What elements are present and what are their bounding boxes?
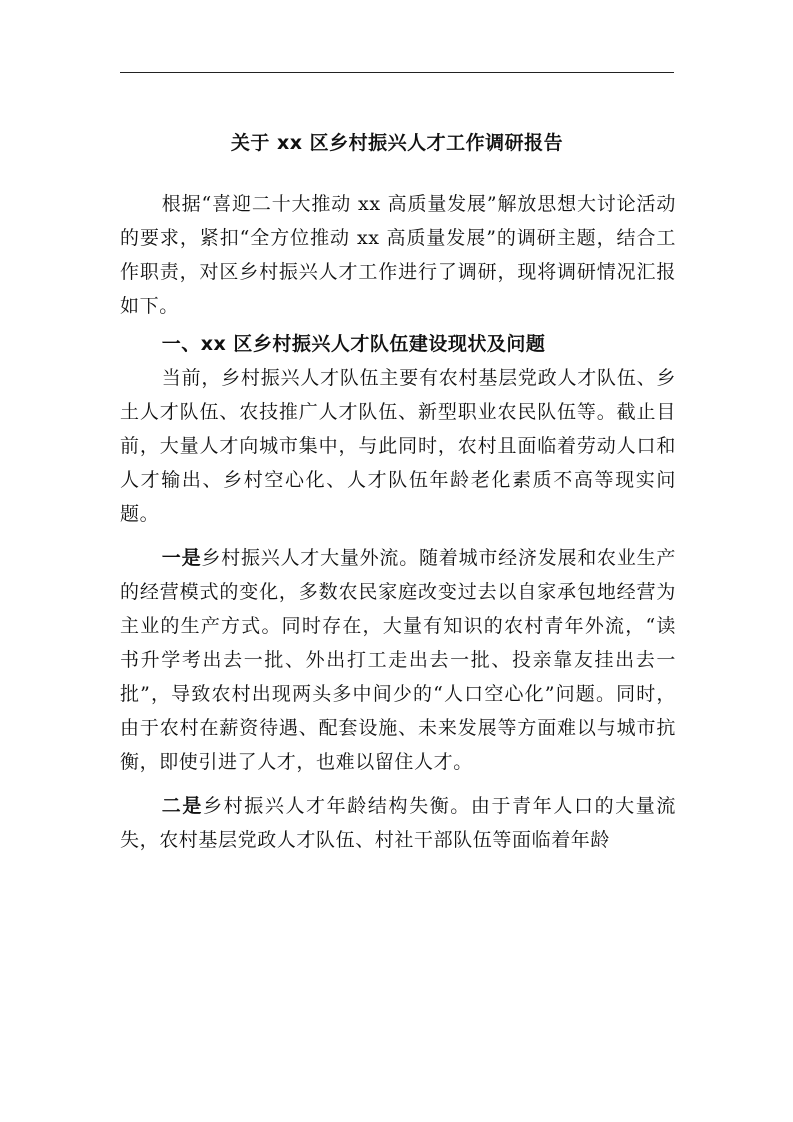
point-2-lead: 二是 (161, 795, 204, 817)
header-rule (120, 72, 674, 73)
point-1-paragraph (120, 541, 676, 779)
intro-paragraph: 根据“喜迎二十大推动 xx 高质量发展”解放思想大讨论活动的要求，紧扣“全方位推动 xx 高质量发展”的调研主题，结合工作职责，对区乡村振兴人才工作进行了调研，现将调研情况汇报如下。 (120, 193, 676, 317)
point-1-lead: 一是 (161, 547, 202, 569)
point-1-text: 乡村振兴人才大量外流。随着城市经济发展和农业生产的经营模式的变化，多数农民家庭改变过去以自家承包地经营为主业的生产方式。同时存在，大量有知识的农村青年外流，“读书升学考出去一批、外出打工走出去一批、投亲靠友挂出去一批”，导致农村出现两头多中间少的“人口空心化”问题。同时，由于农村在薪资待遇、配套设施、未来发展等方面难以与城市抗衡，即使引进了人才，也难以留住人才。 (120, 547, 677, 773)
document-title: 关于 xx 区乡村振兴人才工作调研报告 (230, 132, 564, 154)
section-intro-paragraph: 当前，乡村振兴人才队伍主要有农村基层党政人才队伍、乡土人才队伍、农技推广人才队伍、新型职业农民队伍等。截止目前，大量人才向城市集中，与此同时，农村且面临着劳动人口和人才输出、乡村空心化、人才队伍年龄老化素质不高等现实问题。 (120, 367, 676, 525)
section-heading: 一、xx 区乡村振兴人才队伍建设现状及问题 (161, 333, 546, 355)
point-2-paragraph (120, 789, 676, 857)
document-body (120, 187, 676, 857)
point-2-text: 乡村振兴人才年龄结构失衡。由于青年人口的大量流失，农村基层党政人才队伍、村社干部队伍等面临着年龄 (120, 795, 676, 851)
